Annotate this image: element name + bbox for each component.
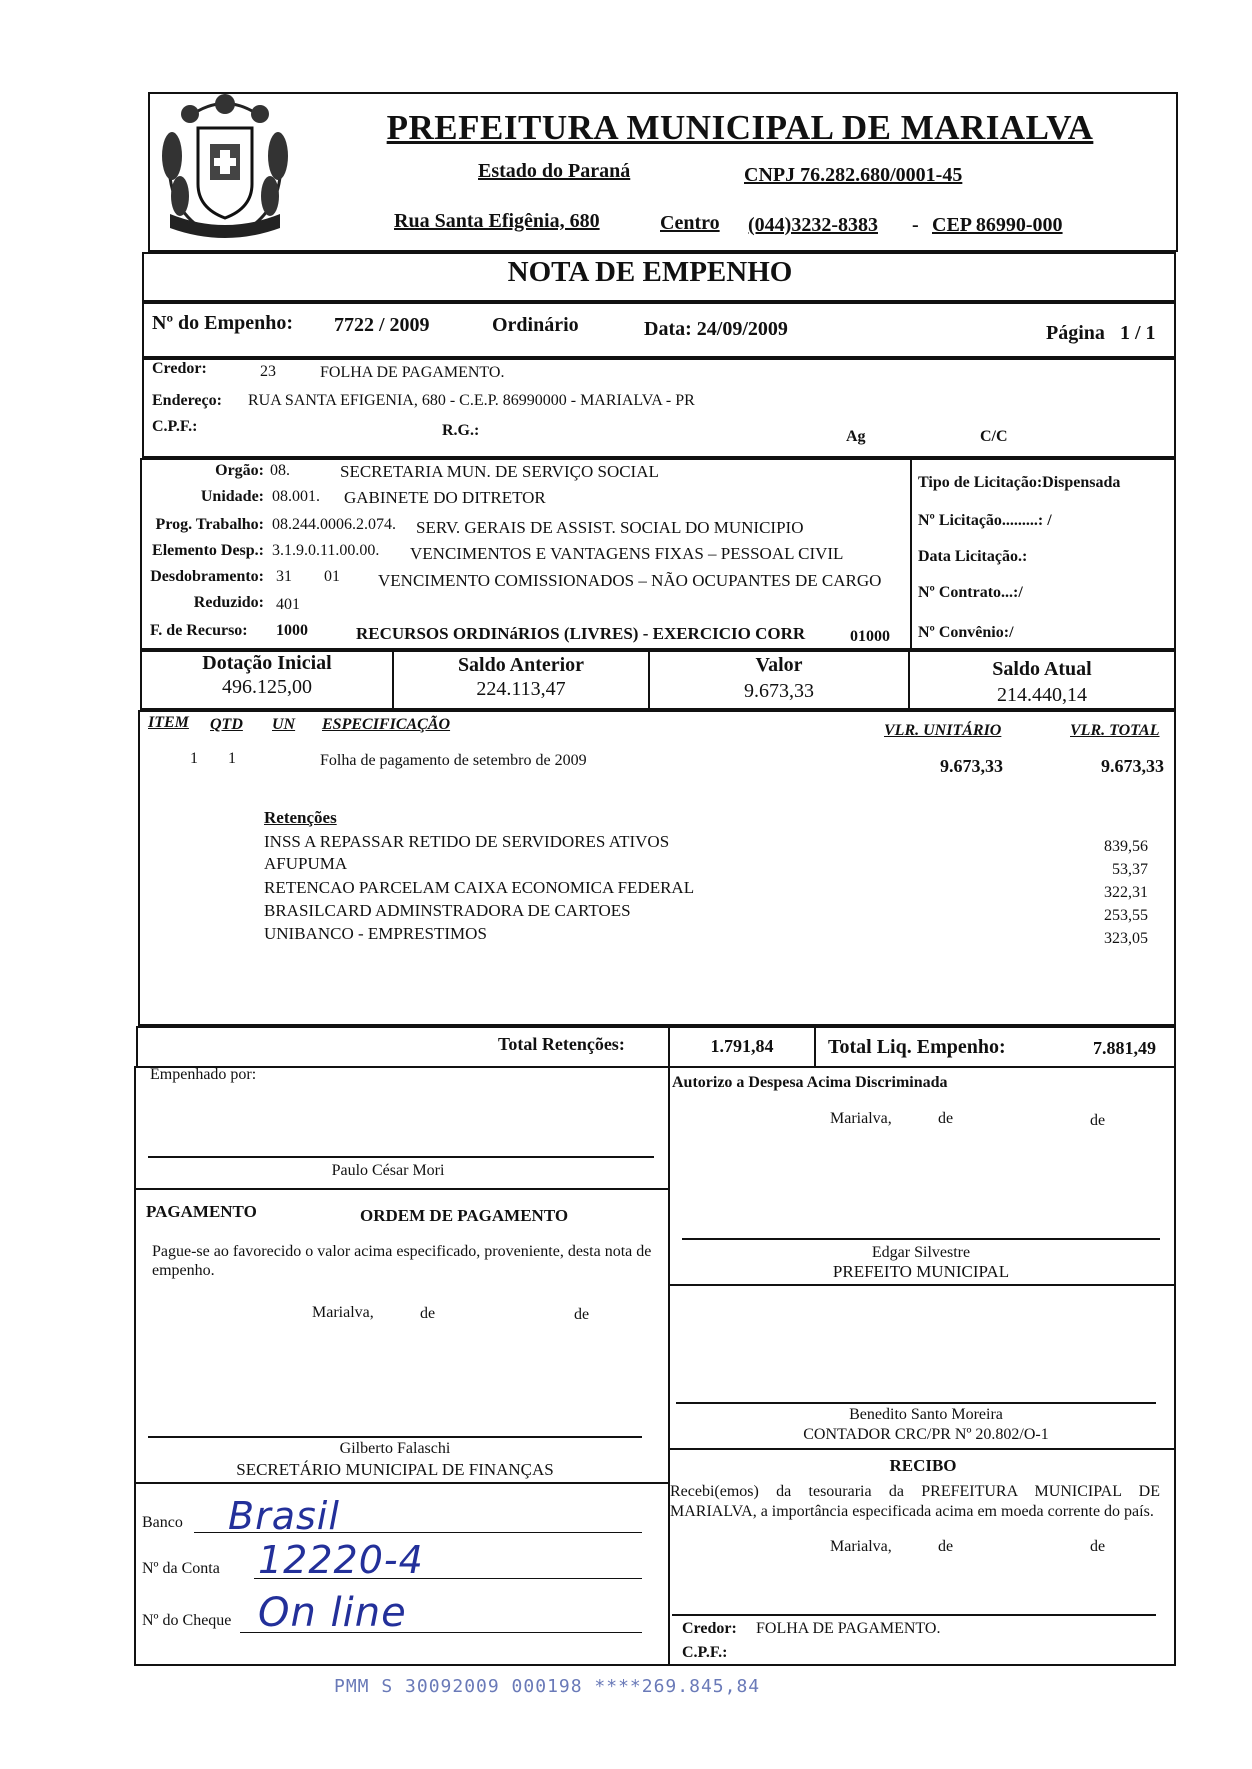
tipo-licitacao: Tipo de Licitação:Dispensada — [918, 474, 1121, 491]
credor-code: 23 — [260, 363, 276, 380]
desdobramento-sub: 01 — [324, 568, 340, 585]
dotacao-inicial-value: 496.125,00 — [222, 676, 312, 698]
total-retencoes-label: Total Retenções: — [498, 1034, 625, 1054]
item-total-value: 9.673,33 — [1101, 756, 1164, 776]
pagamento-divider — [134, 1188, 670, 1190]
item-number: 1 — [190, 750, 198, 767]
retencoes-title: Retenções — [264, 808, 337, 827]
recurso-desc: RECURSOS ORDINáRIOS (LIVRES) - EXERCICIO CORR — [356, 624, 806, 643]
empenhado-nome: Paulo César Mori — [331, 1162, 445, 1179]
pagamento-de-1: de — [420, 1305, 436, 1322]
endereco-label: Endereço: — [152, 392, 222, 409]
elemento-code: 3.1.9.0.11.00.00. — [272, 542, 380, 559]
secretario-cargo: SECRETÁRIO MUNICIPAL DE FINANÇAS — [236, 1460, 554, 1479]
empenho-number-label: Nº do Empenho: — [152, 312, 294, 334]
orgao-code: 08. — [270, 462, 290, 479]
pagamento-cidade: Marialva, — [312, 1304, 374, 1321]
ag-label: Ag — [846, 428, 866, 445]
secretario-signature-line — [148, 1436, 642, 1438]
numero-convenio: Nº Convênio:/ — [918, 624, 1014, 641]
prog-trabalho-desc: SERV. GERAIS DE ASSIST. SOCIAL DO MUNICIPIO — [416, 518, 804, 537]
retencao-value-5: 323,05 — [1104, 930, 1148, 947]
credor-name: FOLHA DE PAGAMENTO. — [320, 364, 505, 381]
elemento-desc: VENCIMENTOS E VANTAGENS FIXAS – PESSOAL CIVIL — [410, 544, 844, 563]
unidade-code: 08.001. — [272, 488, 320, 505]
cc-label: C/C — [980, 428, 1008, 445]
saldo-atual-label: Saldo Atual — [992, 658, 1092, 680]
recibo-cidade: Marialva, — [830, 1538, 892, 1555]
pagamento-label: PAGAMENTO — [146, 1202, 257, 1221]
valor-value: 9.673,33 — [744, 680, 814, 702]
recibo-title: RECIBO — [889, 1456, 957, 1475]
empenhado-signature-line — [148, 1156, 654, 1158]
pagamento-de-2: de — [574, 1306, 590, 1323]
retencao-value-3: 322,31 — [1104, 884, 1148, 901]
banco-label: Banco — [142, 1514, 183, 1531]
nota-empenho-title: NOTA DE EMPENHO — [507, 256, 793, 288]
desdobramento-desc: VENCIMENTO COMISSIONADOS – NÃO OCUPANTES DE CARGO — [378, 571, 882, 590]
empenho-tipo: Ordinário — [492, 314, 579, 336]
retencao-desc-2: AFUPUMA — [264, 854, 348, 873]
ordem-pagamento-label: ORDEM DE PAGAMENTO — [360, 1206, 569, 1225]
prefeito-divider — [668, 1284, 1176, 1286]
numero-contrato: Nº Contrato...:/ — [918, 584, 1023, 601]
address-centro: Centro — [660, 212, 720, 234]
item-qtd: 1 — [228, 750, 236, 767]
estado-label: Estado do Paraná — [478, 160, 631, 182]
retencao-desc-4: BRASILCARD ADMINSTRADORA DE CARTOES — [264, 901, 631, 920]
cpf-label: C.P.F.: — [152, 418, 198, 435]
unidade-desc: GABINETE DO DITRETOR — [344, 488, 546, 507]
empenhado-por-label: Empenhado por: — [150, 1066, 257, 1083]
address-dash: - — [912, 214, 919, 236]
col-header-un: UN — [272, 716, 296, 733]
bottom-divider — [668, 1066, 670, 1666]
item-unit-value: 9.673,33 — [940, 756, 1003, 776]
prog-trabalho-label: Prog. Trabalho: — [155, 516, 264, 533]
reduzido-value: 401 — [276, 596, 300, 613]
conta-label: Nº da Conta — [142, 1560, 220, 1577]
recibo-signature-line — [672, 1614, 1156, 1616]
valor-label: Valor — [755, 654, 803, 676]
autorizo-label: Autorizo a Despesa Acima Discriminada — [672, 1074, 948, 1091]
orgao-desc: SECRETARIA MUN. DE SERVIÇO SOCIAL — [340, 462, 659, 481]
prog-trabalho-code: 08.244.0006.2.074. — [272, 516, 396, 533]
empenho-number: 7722 / 2009 — [334, 314, 430, 336]
recibo-cpf-label: C.P.F.: — [682, 1644, 728, 1661]
pagina-label: Página — [1046, 322, 1105, 344]
recibo-credor-nome: FOLHA DE PAGAMENTO. — [756, 1620, 941, 1637]
recibo-text: Recebi(emos) da tesouraria da PREFEITURA MUNICIPAL DE MARIALVA, a importância especificada acima em moeda corrente do país. — [670, 1483, 1160, 1520]
phone-label: (044)3232-8383 — [748, 214, 878, 236]
retencao-value-2: 53,37 — [1112, 861, 1148, 878]
recurso-label: F. de Recurso: — [150, 622, 248, 639]
secretario-nome: Gilberto Falaschi — [339, 1440, 451, 1457]
banco-divider — [134, 1482, 670, 1484]
cheque-handwritten: On line — [258, 1590, 407, 1636]
recurso-code: 1000 — [276, 622, 308, 639]
retencao-value-4: 253,55 — [1104, 907, 1148, 924]
prefeito-nome: Edgar Silvestre — [871, 1244, 971, 1261]
total-liq-label: Total Liq. Empenho: — [828, 1036, 1006, 1058]
item-desc: Folha de pagamento de setembro de 2009 — [320, 752, 587, 769]
col-header-vlr-unitario: VLR. UNITÁRIO — [884, 722, 1002, 739]
dotacao-divider — [910, 458, 912, 650]
contador-signature-line — [676, 1402, 1156, 1404]
prefeito-cargo: PREFEITO MUNICIPAL — [832, 1262, 1010, 1281]
prefeito-signature-line — [682, 1238, 1160, 1240]
cep-label: CEP 86990-000 — [932, 214, 1063, 236]
autorizo-de-2: de — [1090, 1112, 1106, 1129]
conta-handwritten: 12220-4 — [258, 1538, 424, 1582]
retencao-desc-3: RETENCAO PARCELAM CAIXA ECONOMICA FEDERAL — [264, 878, 695, 897]
contador-cargo: CONTADOR CRC/PR Nº 20.802/O-1 — [803, 1426, 1049, 1443]
retencao-value-1: 839,56 — [1104, 838, 1148, 855]
saldo-anterior-value: 224.113,47 — [476, 678, 566, 700]
desdobramento-label: Desdobramento: — [150, 568, 264, 585]
orgao-label: Orgão: — [215, 462, 264, 479]
retencao-desc-1: INSS A REPASSAR RETIDO DE SERVIDORES ATIVOS — [264, 832, 670, 851]
dotacao-inicial-label: Dotação Inicial — [202, 652, 332, 674]
col-header-vlr-total: VLR. TOTAL — [1070, 722, 1160, 739]
recibo-credor-label: Credor: — [682, 1620, 737, 1637]
unidade-label: Unidade: — [200, 488, 264, 505]
recibo-de-1: de — [938, 1538, 954, 1555]
bank-stamp: PMM S 30092009 000198 ****269.845,84 — [334, 1676, 761, 1697]
elemento-label: Elemento Desp.: — [152, 542, 264, 559]
pague-se-text: Pague-se ao favorecido o valor acima especificado, proveniente, desta nota de empenho. — [152, 1243, 652, 1279]
rg-label: R.G.: — [442, 422, 480, 439]
totals-box — [136, 1026, 1176, 1068]
total-liq-value: 7.881,49 — [1093, 1038, 1156, 1058]
cheque-label: Nº do Cheque — [142, 1612, 232, 1629]
numero-licitacao: Nº Licitação.........: / — [918, 512, 1052, 529]
banco-handwritten: Brasil — [228, 1494, 340, 1538]
credor-label: Credor: — [152, 360, 207, 377]
recurso-num: 01000 — [850, 628, 890, 645]
totals-divider-2 — [814, 1026, 816, 1068]
autorizo-cidade: Marialva, — [830, 1110, 892, 1127]
col-header-item: ITEM — [148, 714, 189, 731]
cnpj-label: CNPJ 76.282.680/0001-45 — [744, 164, 963, 186]
address-street: Rua Santa Efigênia, 680 — [394, 210, 600, 232]
saldo-anterior-label: Saldo Anterior — [457, 654, 585, 676]
reduzido-label: Reduzido: — [193, 594, 264, 611]
coat-of-arms-logo — [150, 86, 300, 246]
empenho-date: Data: 24/09/2009 — [644, 318, 788, 340]
col-header-qtd: QTD — [210, 716, 243, 733]
autorizo-de-1: de — [938, 1110, 954, 1127]
saldo-atual-value: 214.440,14 — [997, 684, 1087, 706]
desdobramento-code: 31 — [276, 568, 292, 585]
contador-nome: Benedito Santo Moreira — [849, 1406, 1003, 1423]
col-header-especificacao: ESPECIFICAÇÃO — [322, 716, 451, 733]
data-licitacao: Data Licitação.: — [918, 548, 1028, 565]
prefeitura-title: PREFEITURA MUNICIPAL DE MARIALVA — [386, 108, 1094, 147]
recibo-divider — [668, 1448, 1176, 1450]
total-retencoes-value: 1.791,84 — [710, 1036, 774, 1056]
endereco-value: RUA SANTA EFIGENIA, 680 - C.E.P. 86990000 - MARIALVA - PR — [248, 392, 695, 409]
pagina-value: 1 / 1 — [1120, 322, 1156, 344]
retencao-desc-5: UNIBANCO - EMPRESTIMOS — [264, 924, 487, 943]
recibo-de-2: de — [1090, 1538, 1106, 1555]
